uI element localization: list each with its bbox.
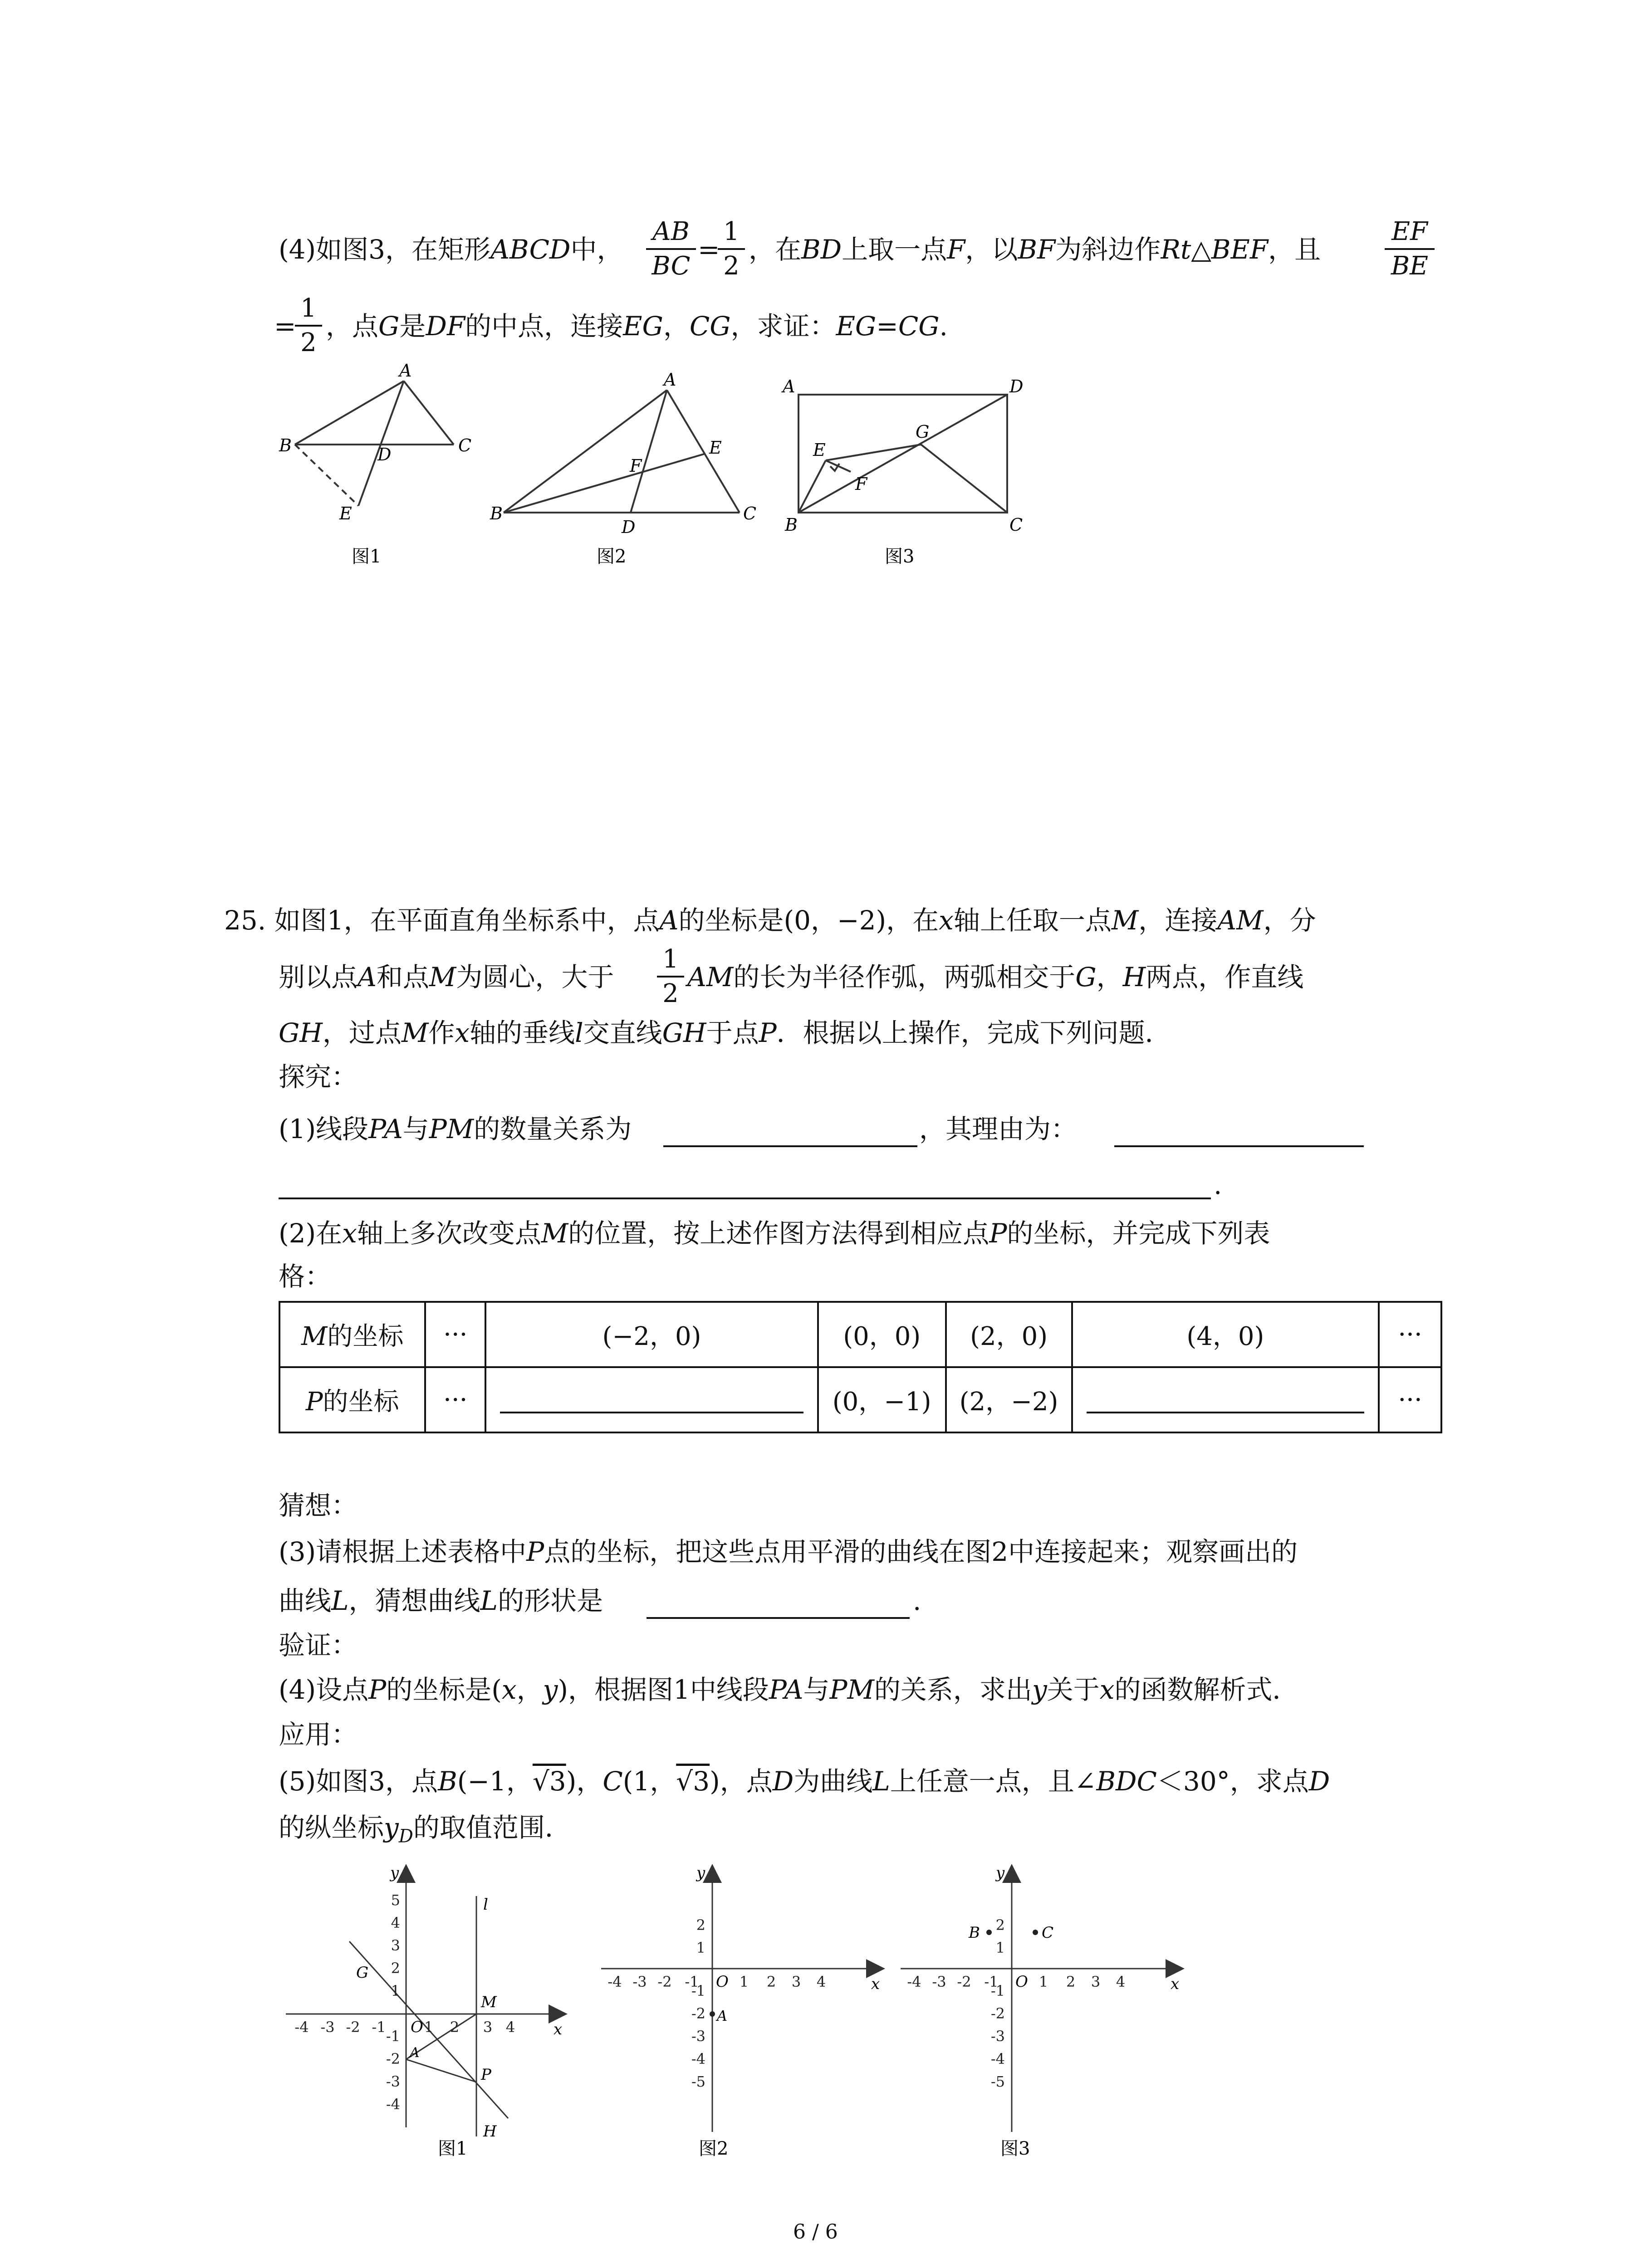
answer-blank-1a[interactable] — [663, 1145, 917, 1147]
m-coord-cell: (4，0) — [1072, 1302, 1379, 1367]
tick-label: 1 — [739, 1973, 749, 1990]
tick-label: 1 — [696, 1939, 705, 1956]
label-a: A — [410, 2045, 420, 2061]
figure-caption: 图3 — [1000, 2138, 1030, 2159]
tick-label: -1 — [984, 1973, 999, 1990]
q25-part2-cont: 格： — [279, 1261, 332, 1292]
q25-part1: (1)线段PA与PM的数量关系为 — [279, 1114, 632, 1144]
q25-line3: GH，过点M作x轴的垂线l交直线GH于点P．根据以上操作，完成下列问题． — [279, 1017, 1171, 1048]
tick-label: 2 — [391, 1960, 400, 1977]
fraction-half-2: 1 2 — [295, 296, 322, 356]
q24-line1-cont: ，在BD上取一点F，以BF为斜边作Rt△BEF，且 — [749, 234, 1321, 265]
ellipsis-cell: ··· — [425, 1367, 485, 1432]
axis-label-y: y — [390, 1864, 399, 1882]
tick-label: -1 — [685, 1973, 699, 1990]
origin-label: O — [1015, 1973, 1028, 1991]
period: . — [1214, 1169, 1222, 1200]
figure-caption: 图1 — [438, 2138, 468, 2159]
tick-label: 2 — [995, 1916, 1005, 1934]
tick-label: 5 — [391, 1892, 400, 1909]
tick-label: 3 — [1091, 1973, 1101, 1990]
q24-line1: (4)如图3，在矩形ABCD中， — [279, 234, 623, 265]
label-a: A — [783, 376, 795, 396]
tick-label: -4 — [386, 2096, 400, 2113]
label-b: B — [785, 515, 798, 535]
tick-label: -2 — [957, 1973, 971, 1990]
label-m: M — [481, 1993, 497, 2011]
tick-label: 4 — [1116, 1973, 1126, 1990]
p-coord-cell: (2，−2) — [946, 1367, 1072, 1432]
tick-label: 3 — [391, 1937, 400, 1954]
tick-label: -3 — [632, 1973, 647, 1990]
q25-part4: (4)设点P的坐标是(x，y)，根据图1中线段PA与PM的关系，求出y关于x的函数解析式． — [279, 1674, 1299, 1705]
section-apply: 应用： — [279, 1719, 358, 1750]
tick-label: -2 — [346, 2019, 360, 2036]
p-coord-blank-cell[interactable] — [1072, 1367, 1379, 1432]
tick-label: -1 — [386, 2028, 400, 2045]
tick-label: 2 — [450, 2019, 460, 2036]
m-coord-cell: (2，0) — [946, 1302, 1072, 1367]
axis-label-y: y — [696, 1864, 705, 1882]
row-label-p: P的坐标 — [279, 1367, 425, 1432]
table-row — [279, 1302, 1441, 1367]
q25-figure-1 — [281, 1860, 581, 2168]
q25-part5-cont: 的纵坐标$y_D$的取值范围． — [279, 1812, 571, 1847]
point-b — [986, 1930, 992, 1935]
point-c — [1033, 1930, 1038, 1935]
page-number: 6 / 6 — [793, 2220, 838, 2244]
tick-label: -2 — [691, 2005, 705, 2022]
origin-label: O — [411, 2018, 423, 2036]
label-h: H — [483, 2122, 497, 2141]
q25-figure-2 — [594, 1860, 885, 2168]
q25-line1: 25. 如图1，在平面直角坐标系中，点A的坐标是(0，−2)，在x轴上任取一点M，连接AM，分 — [224, 905, 1316, 936]
row-label-m: M的坐标 — [279, 1302, 425, 1367]
q24-line2: ，点G是DF的中点，连接EG，CG，求证：EG=CG. — [326, 311, 948, 342]
label-e: E — [709, 438, 722, 458]
point-a — [710, 2011, 715, 2017]
answer-blank-1c[interactable] — [279, 1198, 1211, 1199]
tick-label: 4 — [505, 2019, 515, 2036]
tick-label: -4 — [607, 1973, 622, 1990]
tick-label: 1 — [391, 1982, 400, 1999]
tick-label: -3 — [386, 2073, 400, 2090]
q25-line2-start: 别以点A和点M为圆心，大于 — [279, 962, 614, 992]
label-d: D — [622, 517, 636, 537]
answer-blank-1b[interactable] — [1114, 1145, 1364, 1147]
label-l: l — [483, 1896, 488, 1914]
tick-label: 3 — [483, 2019, 493, 2036]
q25-part3-cont: 曲线L，猜想曲线L的形状是 — [279, 1585, 603, 1616]
q25-part3: (3)请根据上述表格中P点的坐标，把这些点用平滑的曲线在图2中连接起来；观察画出的 — [279, 1536, 1298, 1567]
label-d: D — [1009, 376, 1024, 396]
tick-label: 1 — [424, 2019, 434, 2036]
tick-label: -1 — [990, 1982, 1005, 1999]
tick-label: -4 — [907, 1973, 921, 1990]
tick-label: -5 — [990, 2073, 1005, 2090]
tick-label: -2 — [657, 1973, 672, 1990]
tick-label: 2 — [1066, 1973, 1076, 1990]
tick-label: 1 — [1038, 1973, 1048, 1990]
q24-figure-2 — [485, 363, 767, 581]
tick-label: -4 — [990, 2050, 1005, 2068]
ellipsis-cell: ··· — [1379, 1367, 1441, 1432]
table-row — [279, 1367, 1441, 1432]
m-coord-cell: (−2，0) — [485, 1302, 818, 1367]
label-e: E — [339, 503, 352, 523]
tick-label: -3 — [320, 2019, 335, 2036]
tick-label: -4 — [294, 2019, 309, 2036]
tick-label: -2 — [386, 2050, 400, 2068]
fraction-half-1: 1 2 — [718, 219, 745, 279]
figure-caption: 图2 — [699, 2138, 729, 2159]
q25-part1-reason: ，其理由为： — [919, 1114, 1078, 1144]
fraction-ef-be: EF BE — [1385, 219, 1435, 279]
tick-label: -1 — [691, 1982, 705, 1999]
ellipsis-cell: ··· — [1379, 1302, 1441, 1367]
label-p: P — [481, 2066, 491, 2084]
tick-label: 1 — [995, 1939, 1005, 1956]
p-coord-cell: (0，−1) — [818, 1367, 946, 1432]
label-b: B — [490, 503, 503, 523]
ellipsis-cell: ··· — [425, 1302, 485, 1367]
label-g: G — [356, 1964, 369, 1982]
label-c: C — [743, 503, 757, 523]
q24-figure-1 — [272, 363, 499, 581]
label-a: A — [664, 370, 676, 390]
axis-label-x: x — [871, 1975, 880, 1993]
answer-blank-3[interactable] — [647, 1617, 910, 1619]
tick-label: -4 — [691, 2050, 705, 2068]
tick-label: -5 — [691, 2073, 705, 2090]
tick-label: -1 — [372, 2019, 386, 2036]
coordinate-table — [279, 1301, 1442, 1433]
axis-label-x: x — [1171, 1975, 1180, 1993]
label-a: A — [717, 2007, 728, 2024]
axis-label-y: y — [996, 1864, 1005, 1882]
q25-figure-3 — [889, 1860, 1189, 2168]
section-verify: 验证： — [279, 1630, 358, 1661]
tick-label: -3 — [691, 2028, 705, 2045]
equals-sign: = — [698, 234, 720, 265]
q24-figure-3 — [771, 363, 1053, 581]
p-coord-blank-cell[interactable] — [485, 1367, 818, 1432]
label-c: C — [1009, 515, 1023, 535]
figure-caption: 图3 — [885, 546, 915, 567]
fraction-ab-bc: AB BC — [646, 219, 696, 279]
label-b: B — [969, 1924, 980, 1942]
period: . — [913, 1585, 921, 1616]
tick-label: -3 — [990, 2028, 1005, 2045]
m-coord-cell: (0，0) — [818, 1302, 946, 1367]
tick-label: -2 — [990, 2005, 1005, 2022]
label-c: C — [1042, 1924, 1054, 1942]
q25-line2-end: AM的长为半径作弧，两弧相交于G，H两点，作直线 — [687, 962, 1304, 992]
origin-label: O — [716, 1973, 729, 1991]
fraction-half-3: 1 2 — [657, 947, 684, 1007]
section-guess: 猜想： — [279, 1490, 358, 1521]
section-explore: 探究： — [279, 1061, 358, 1092]
tick-label: 3 — [791, 1973, 801, 1990]
label-d: D — [377, 445, 392, 464]
q25-part2: (2)在x轴上多次改变点M的位置，按上述作图方法得到相应点P的坐标，并完成下列表 — [279, 1218, 1270, 1249]
equals-sign-2: = — [274, 311, 296, 342]
q25-part5: (5)如图3，点B(−1，√3)，C(1，√3)，点D为曲线L上任意一点，且∠BDC＜30°，求点D — [279, 1766, 1330, 1797]
tick-label: -3 — [932, 1973, 946, 1990]
tick-label: 2 — [696, 1916, 705, 1934]
label-f: F — [630, 456, 642, 476]
figure-caption: 图1 — [352, 546, 382, 567]
figure-caption: 图2 — [597, 546, 627, 567]
label-f: F — [855, 474, 867, 494]
label-b: B — [279, 435, 292, 455]
label-g: G — [916, 422, 930, 442]
label-c: C — [458, 435, 472, 455]
tick-label: 4 — [816, 1973, 826, 1990]
label-e: E — [813, 440, 826, 460]
tick-label: 4 — [391, 1914, 400, 1931]
tick-label: 2 — [766, 1973, 776, 1990]
axis-label-x: x — [554, 2020, 563, 2038]
label-a: A — [399, 361, 412, 381]
